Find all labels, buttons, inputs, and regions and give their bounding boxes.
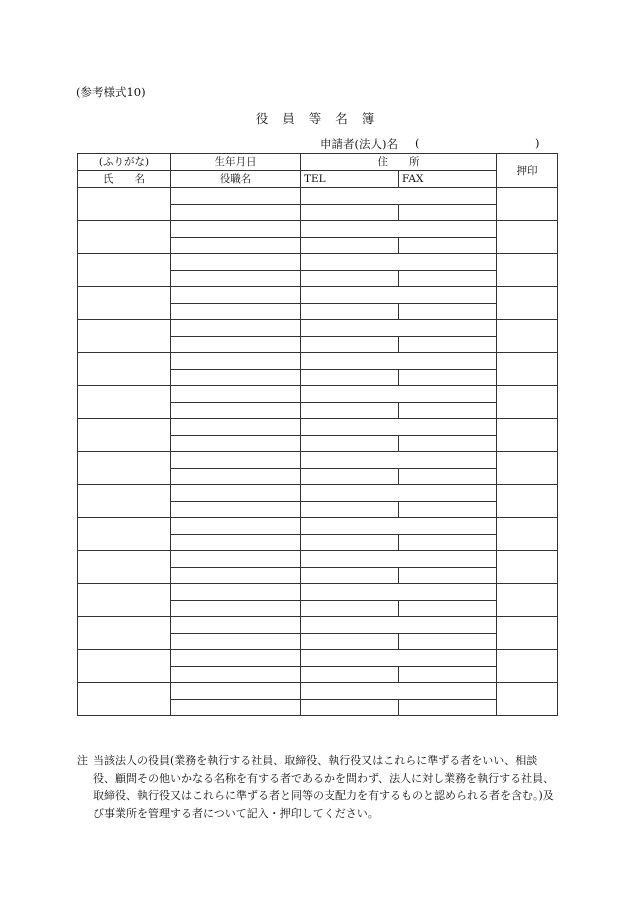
tel-field[interactable]: [301, 699, 399, 716]
tel-field[interactable]: [301, 336, 399, 353]
address-field[interactable]: [301, 320, 497, 337]
name-field[interactable]: [78, 320, 171, 353]
birthdate-field[interactable]: [171, 617, 301, 634]
fax-field[interactable]: [399, 633, 497, 650]
applicant-label: 申請者(法人)名: [320, 137, 398, 151]
tel-field[interactable]: [301, 402, 399, 419]
applicant-open-paren: (: [415, 136, 420, 150]
position-field[interactable]: [171, 402, 301, 419]
tel-field[interactable]: [301, 633, 399, 650]
fax-field[interactable]: [399, 567, 497, 584]
address-field[interactable]: [301, 683, 497, 700]
address-field[interactable]: [301, 551, 497, 568]
position-field[interactable]: [171, 534, 301, 551]
position-field[interactable]: [171, 567, 301, 584]
tel-field[interactable]: [301, 303, 399, 320]
address-field[interactable]: [301, 386, 497, 403]
officer-entry-top: [78, 419, 558, 436]
tel-field[interactable]: [301, 600, 399, 617]
position-field[interactable]: [171, 501, 301, 518]
tel-field[interactable]: [301, 435, 399, 452]
seal-field[interactable]: [497, 518, 558, 551]
officer-entry-top: [78, 551, 558, 568]
seal-field[interactable]: [497, 353, 558, 386]
officer-entry-top: [78, 386, 558, 403]
fax-field[interactable]: [399, 435, 497, 452]
seal-field[interactable]: [497, 221, 558, 254]
birthdate-field[interactable]: [171, 518, 301, 535]
officer-entry-top: [78, 221, 558, 238]
footnote: [77, 752, 559, 822]
officer-entry-top: [78, 683, 558, 700]
fax-field[interactable]: [399, 303, 497, 320]
fax-field[interactable]: [399, 237, 497, 254]
name-field[interactable]: [78, 254, 171, 287]
officer-entry-top: [78, 188, 558, 205]
officer-entry-top: [78, 584, 558, 601]
officer-register-table: [77, 153, 558, 716]
position-field[interactable]: [171, 699, 301, 716]
seal-field[interactable]: [497, 551, 558, 584]
seal-field[interactable]: [497, 617, 558, 650]
birthdate-field[interactable]: [171, 320, 301, 337]
name-field[interactable]: [78, 485, 171, 518]
birthdate-field[interactable]: [171, 683, 301, 700]
name-field[interactable]: [78, 650, 171, 683]
footnote-text: 当該法人の役員(業務を執行する社員、取締役、執行役又はこれらに準ずる者をいい、相談役、顧問その他いかなる名称を有する者であるかを問わず、法人に対し業務を執行する社員、取締役、執行役又はこれらに準ずる者と同等の支配力を有するものと認められる者を含む。)及び事業所を管理する者について記入・押印してください。: [93, 754, 555, 820]
birthdate-field[interactable]: [171, 254, 301, 271]
name-field[interactable]: [78, 287, 171, 320]
fax-field[interactable]: [399, 369, 497, 386]
position-field[interactable]: [171, 468, 301, 485]
birthdate-field[interactable]: [171, 386, 301, 403]
fax-field[interactable]: [399, 402, 497, 419]
address-field[interactable]: [301, 419, 497, 436]
position-field[interactable]: [171, 600, 301, 617]
header-seal: 押印: [497, 154, 558, 188]
fax-field[interactable]: [399, 600, 497, 617]
position-field[interactable]: [171, 633, 301, 650]
header-address: 住 所: [301, 154, 497, 171]
header-tel: TEL: [301, 171, 399, 188]
officer-entry-top: [78, 485, 558, 502]
seal-field[interactable]: [497, 320, 558, 353]
tel-field[interactable]: [301, 468, 399, 485]
name-field[interactable]: [78, 617, 171, 650]
position-field[interactable]: [171, 204, 301, 221]
position-field[interactable]: [171, 369, 301, 386]
officer-entry-top: [78, 287, 558, 304]
officer-entry-top: [78, 320, 558, 337]
seal-field[interactable]: [497, 683, 558, 716]
address-field[interactable]: [301, 518, 497, 535]
header-position: 役職名: [171, 171, 301, 188]
officer-entry-top: [78, 650, 558, 667]
register-body: [78, 188, 558, 716]
officer-entry-top: [78, 452, 558, 469]
birthdate-field[interactable]: [171, 353, 301, 370]
form-reference: (参考様式10): [76, 85, 146, 99]
fax-field[interactable]: [399, 666, 497, 683]
birthdate-field[interactable]: [171, 485, 301, 502]
birthdate-field[interactable]: [171, 452, 301, 469]
officer-entry-top: [78, 254, 558, 271]
fax-field[interactable]: [399, 204, 497, 221]
fax-field[interactable]: [399, 468, 497, 485]
address-field[interactable]: [301, 221, 497, 238]
name-field[interactable]: [78, 353, 171, 386]
footnote-label: 注: [77, 754, 88, 767]
seal-field[interactable]: [497, 386, 558, 419]
seal-field[interactable]: [497, 452, 558, 485]
fax-field[interactable]: [399, 336, 497, 353]
birthdate-field[interactable]: [171, 287, 301, 304]
birthdate-field[interactable]: [171, 221, 301, 238]
fax-field[interactable]: [399, 699, 497, 716]
address-field[interactable]: [301, 353, 497, 370]
seal-field[interactable]: [497, 584, 558, 617]
fax-field[interactable]: [399, 270, 497, 287]
name-field[interactable]: [78, 551, 171, 584]
address-field[interactable]: [301, 287, 497, 304]
tel-field[interactable]: [301, 204, 399, 221]
name-field[interactable]: [78, 188, 171, 221]
tel-field[interactable]: [301, 237, 399, 254]
position-field[interactable]: [171, 435, 301, 452]
officer-entry-top: [78, 518, 558, 535]
birthdate-field[interactable]: [171, 188, 301, 205]
seal-field[interactable]: [497, 254, 558, 287]
applicant-close-paren: ): [535, 136, 540, 150]
seal-field[interactable]: [497, 188, 558, 221]
name-field[interactable]: [78, 419, 171, 452]
position-field[interactable]: [171, 237, 301, 254]
birthdate-field[interactable]: [171, 419, 301, 436]
header-kana: (ふりがな): [78, 154, 171, 171]
address-field[interactable]: [301, 617, 497, 634]
name-field[interactable]: [78, 518, 171, 551]
tel-field[interactable]: [301, 369, 399, 386]
header-fax: FAX: [399, 171, 497, 188]
name-field[interactable]: [78, 386, 171, 419]
address-field[interactable]: [301, 452, 497, 469]
position-field[interactable]: [171, 270, 301, 287]
name-field[interactable]: [78, 683, 171, 716]
position-field[interactable]: [171, 666, 301, 683]
seal-field[interactable]: [497, 287, 558, 320]
seal-field[interactable]: [497, 650, 558, 683]
officer-entry-top: [78, 353, 558, 370]
name-field[interactable]: [78, 584, 171, 617]
birthdate-field[interactable]: [171, 551, 301, 568]
birthdate-field[interactable]: [171, 650, 301, 667]
officer-entry-top: [78, 617, 558, 634]
address-field[interactable]: [301, 584, 497, 601]
fax-field[interactable]: [399, 534, 497, 551]
seal-field[interactable]: [497, 419, 558, 452]
tel-field[interactable]: [301, 501, 399, 518]
name-field[interactable]: [78, 452, 171, 485]
position-field[interactable]: [171, 303, 301, 320]
tel-field[interactable]: [301, 567, 399, 584]
tel-field[interactable]: [301, 534, 399, 551]
address-field[interactable]: [301, 254, 497, 271]
tel-field[interactable]: [301, 666, 399, 683]
header-name: 氏 名: [78, 171, 171, 188]
address-field[interactable]: [301, 188, 497, 205]
header-birthdate: 生年月日: [171, 154, 301, 171]
birthdate-field[interactable]: [171, 584, 301, 601]
name-field[interactable]: [78, 221, 171, 254]
address-field[interactable]: [301, 485, 497, 502]
applicant-name-line: [320, 136, 550, 152]
seal-field[interactable]: [497, 485, 558, 518]
fax-field[interactable]: [399, 501, 497, 518]
tel-field[interactable]: [301, 270, 399, 287]
address-field[interactable]: [301, 650, 497, 667]
document-title: 役員等名簿: [255, 111, 389, 126]
position-field[interactable]: [171, 336, 301, 353]
